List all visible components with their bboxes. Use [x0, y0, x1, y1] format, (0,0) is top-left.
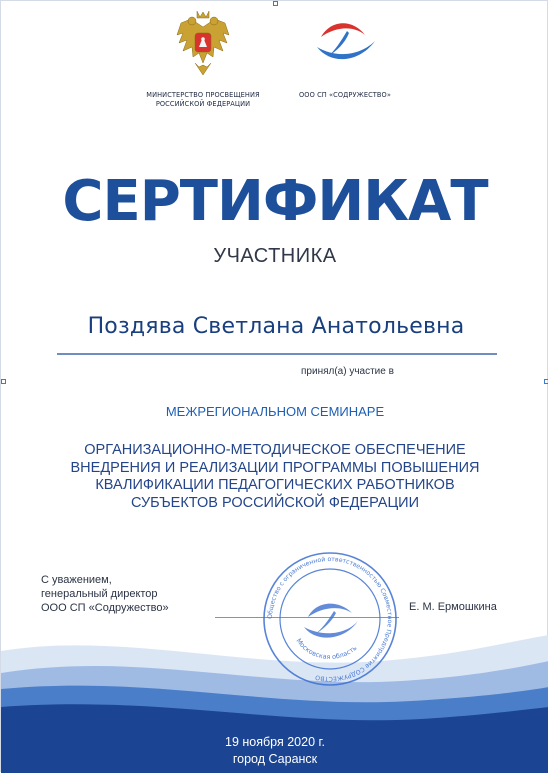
regards-line: генеральный директор	[41, 588, 158, 600]
company-caption: ООО СП «СОДРУЖЕСТВО»	[299, 91, 391, 99]
stamp-logo-icon	[304, 604, 358, 638]
event-title-line: КВАЛИФИКАЦИИ ПЕДАГОГИЧЕСКИХ РАБОТНИКОВ	[95, 477, 455, 493]
crop-mark-top	[273, 1, 278, 6]
footer-city: город Саранск	[232, 752, 318, 766]
sodruzhestvo-logo-icon	[313, 11, 379, 63]
event-title-line: ОРГАНИЗАЦИОННО-МЕТОДИЧЕСКОЕ ОБЕСПЕЧЕНИЕ	[84, 442, 466, 458]
crop-mark-left	[1, 379, 6, 384]
russian-coat-of-arms-icon	[173, 9, 233, 81]
footer-date-city	[1, 734, 548, 768]
regards-block	[41, 573, 169, 615]
event-type: МЕЖРЕГИОНАЛЬНОМ СЕМИНАРЕ	[165, 404, 385, 419]
event-title	[31, 442, 519, 512]
regards-line: С уважением,	[41, 574, 112, 586]
certificate-title: СЕРТИФИКАТ	[62, 169, 488, 234]
signer-name: Е. М. Ермошкина	[409, 601, 497, 613]
regards-line: ООО СП «Содружество»	[41, 602, 169, 614]
certificate-subtitle: УЧАСТНИКА	[213, 245, 337, 267]
stamp-outer-text: Общество с ограниченной ответственностью Совместное Предприятие СОДРУЖЕСТВО	[266, 555, 394, 683]
recipient-underline	[57, 353, 497, 355]
company-stamp	[260, 549, 400, 689]
event-title-line: СУБЪЕКТОВ РОССИЙСКОЙ ФЕДЕРАЦИИ	[130, 494, 420, 511]
event-title-line: ВНЕДРЕНИЯ И РЕАЛИЗАЦИИ ПРОГРАММЫ ПОВЫШЕНИЯ	[70, 459, 480, 476]
ministry-caption-line1: МИНИСТЕРСТВО ПРОСВЕЩЕНИЯ	[146, 91, 260, 99]
stamp-inner-text: Московская область	[294, 636, 359, 662]
recipient-name: Поздява Светлана Анатольевна	[87, 314, 465, 339]
footer-date: 19 ноября 2020 г.	[225, 735, 325, 749]
accepted-text: принял(а) участие в	[301, 366, 394, 377]
crop-mark-right	[544, 379, 548, 384]
ministry-caption	[139, 91, 267, 109]
ministry-caption-line2: РОССИЙСКОЙ ФЕДЕРАЦИИ	[155, 100, 251, 108]
